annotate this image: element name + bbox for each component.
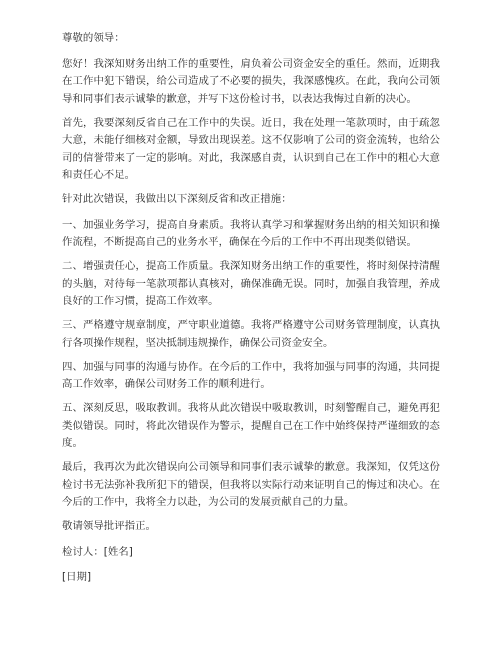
letter-body	[62, 30, 440, 595]
paragraph-measure-5: 五、深刻反思，吸取教训。我将从此次错误中吸取教训，时刻警醒自己，避免再犯类似错误。同时，将此次错误作为警示，提醒自己在工作中始终保持严谨细致的态度。	[62, 402, 440, 449]
paragraph-measures-intro: 针对此次错误，我做出以下深刻反省和改正措施：	[62, 193, 292, 205]
paragraph-measure-2: 二、增强责任心，提高工作质量。我深知财务出纳工作的重要性，将时刻保持清醒的头脑，对待每一笔款项都认真核对，确保准确无误。同时，加强自我管理，养成良好的工作习惯，提高工作效率。	[62, 260, 440, 307]
reviewer-signature-line: 检讨人：[姓名]	[62, 545, 133, 558]
paragraph-measure-4: 四、加强与同事的沟通与协作。在今后的工作中，我将加强与同事的沟通，共同提高工作效率，确保公司财务工作的顺利进行。	[62, 360, 440, 390]
paragraph-closing: 最后，我再次为此次错误向公司领导和同事们表示诚挚的歉意。我深知，仅凭这份检讨书无法弥补我所犯下的错误，但我将以实际行动来证明自己的悔过和决心。在今后的工作中，我将全力以赴，为公司的发展贡献自己的力量。	[62, 461, 440, 508]
paragraph-request: 敬请领导批评指正。	[62, 520, 156, 532]
salutation: 尊敬的领导：	[62, 32, 125, 44]
date-line: [日期]	[62, 571, 92, 583]
paragraph-measure-3: 三、严格遵守规章制度，严守职业道德。我将严格遵守公司财务管理制度，认真执行各项操作规程，坚决抵制违规操作，确保公司资金安全。	[62, 319, 440, 349]
paragraph-intro: 您好！我深知财务出纳工作的重要性，肩负着公司资金安全的重任。然而，近期我在工作中犯下错误，给公司造成了不必要的损失，我深感愧疚。在此，我向公司领导和同事们表示诚挚的歉意，并写下这份检讨书，以表达我悔过自新的决心。	[62, 57, 440, 105]
paragraph-reflection: 首先，我要深刻反省自己在工作中的失误。近日，我在处理一笔款项时，由于疏忽大意，未能仔细核对金额，导致出现误差。这不仅影响了公司的资金流转，也给公司的信誉带来了一定的影响。对此，我深感自责，认识到自己在工作中的粗心大意和责任心不足。	[62, 116, 440, 181]
paragraph-measure-1: 一、加强业务学习，提高自身素质。我将认真学习和掌握财务出纳的相关知识和操作流程，不断提高自己的业务水平，确保在今后的工作中不再出现类似错误。	[62, 218, 440, 248]
